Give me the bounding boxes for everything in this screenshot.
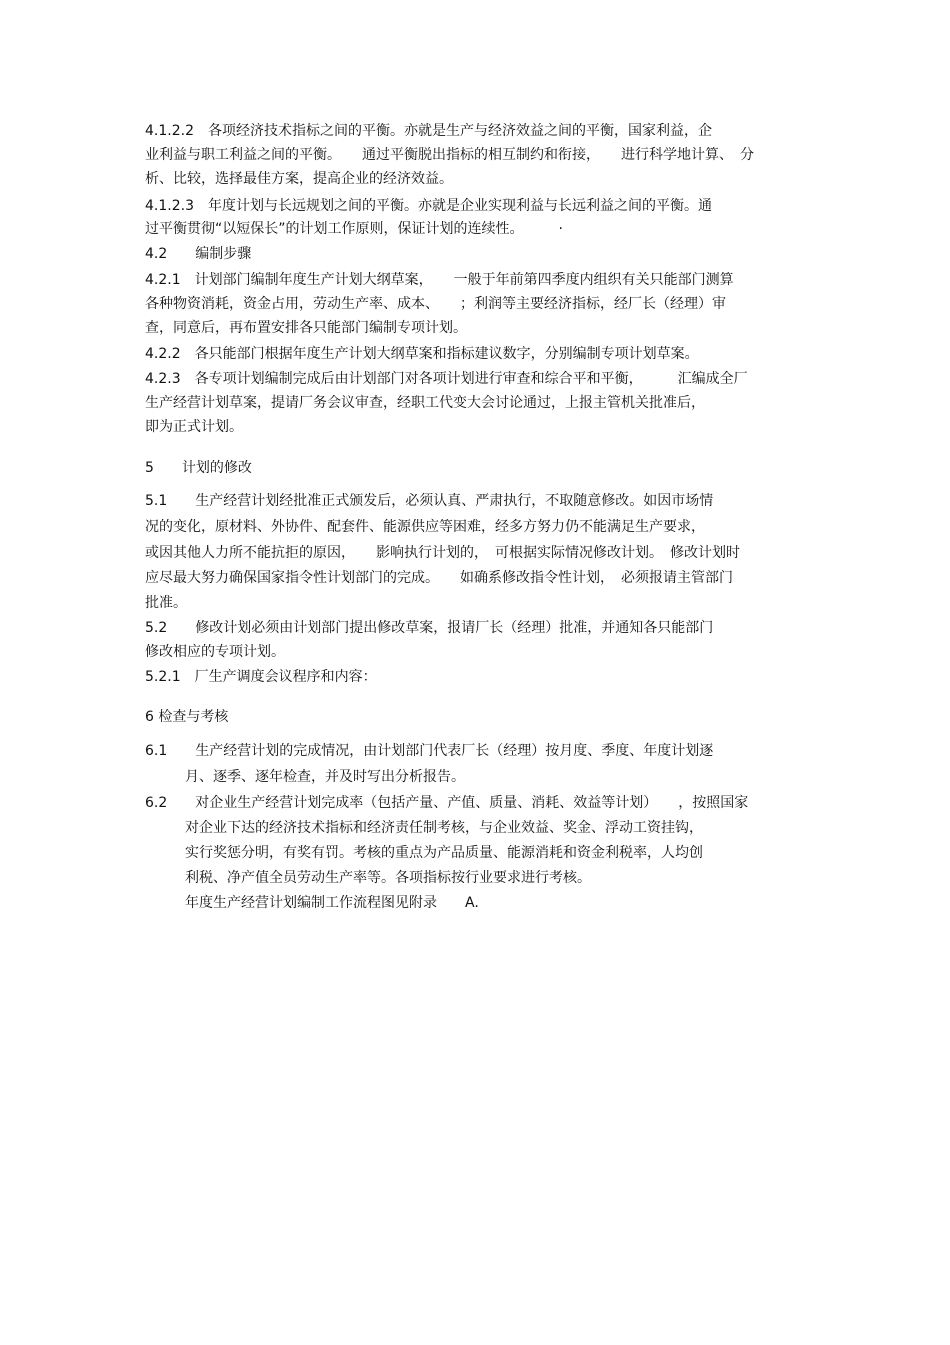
paragraph-4-1-2-2-line-3: 析、比较，选择最佳方案，提高企业的经济效益。 <box>145 171 453 187</box>
paragraph-5-2-line-2: 修改相应的专项计划。 <box>145 644 285 660</box>
paragraph-4-1-2-3-line-2: 过平衡贯彻“以短保长”的计划工作原则，保证计划的连续性。 · <box>145 221 563 237</box>
paragraph-4-1-2-3-line-1: 4.1.2.3 年度计划与长远规划之间的平衡。亦就是企业实现利益与长远利益之间的平衡。通 <box>145 198 712 214</box>
paragraph-6-1-line-1: 6.1 生产经营计划的完成情况，由计划部门代表厂长（经理）按月度、季度、年度计划逐 <box>145 743 714 759</box>
paragraph-4-2-1-line-2: 各种物资消耗，资金占用，劳动生产率、成本、 ；利润等主要经济指标，经厂长（经理）审 <box>145 296 726 312</box>
heading-6: 6 检查与考核 <box>145 709 229 725</box>
paragraph-4-1-2-2-line-2: 业利益与职工利益之间的平衡。 通过平衡脱出指标的相互制约和衔接， 进行科学地计算、 分 <box>145 147 754 163</box>
paragraph-6-2-line-4: 利税、净产值全员劳动生产率等。各项指标按行业要求进行考核。 <box>185 870 591 886</box>
paragraph-5-1-line-4: 应尽最大努力确保国家指令性计划部门的完成。 如确系修改指令性计划， 必须报请主管部门 <box>145 570 733 586</box>
paragraph-4-2-3-line-3: 即为正式计划。 <box>145 419 243 435</box>
paragraph-4-2-1-line-3: 查，同意后，再布置安排各只能部门编制专项计划。 <box>145 320 467 336</box>
paragraph-5-1-line-3: 或因其他人力所不能抗拒的原因， 影响执行计划的， 可根据实际情况修改计划。 修改计划时 <box>145 545 740 561</box>
paragraph-5-1-line-2: 况的变化，原材料、外协件、配套件、能源供应等困难，经多方努力仍不能满足生产要求， <box>145 519 705 535</box>
paragraph-4-2-2: 4.2.2 各只能部门根据年度生产计划大纲草案和指标建议数字，分别编制专项计划草案。 <box>145 346 699 362</box>
heading-4-2: 4.2 编制步骤 <box>145 246 252 262</box>
paragraph-6-1-line-2: 月、逐季、逐年检查，并及时写出分析报告。 <box>185 769 465 785</box>
paragraph-4-1-2-2-line-1: 4.1.2.2 各项经济技术指标之间的平衡。亦就是生产与经济效益之间的平衡，国家利益，企 <box>145 123 712 139</box>
paragraph-5-1-line-1: 5.1 生产经营计划经批准正式颁发后，必须认真、严肃执行，不取随意修改。如因市场情 <box>145 493 714 509</box>
paragraph-5-2-1: 5.2.1 厂生产调度会议程序和内容： <box>145 669 377 685</box>
paragraph-4-2-3-line-1: 4.2.3 各专项计划编制完成后由计划部门对各项计划进行审查和综合平和平衡， 汇编成全厂 <box>145 371 748 387</box>
paragraph-4-2-1-line-1: 4.2.1 计划部门编制年度生产计划大纲草案， 一般于年前第四季度内组织有关只能部门测算 <box>145 272 734 288</box>
appendix-reference: 年度生产经营计划编制工作流程图见附录 A. <box>185 895 479 911</box>
heading-5: 5 计划的修改 <box>145 460 252 476</box>
paragraph-6-2-line-1: 6.2 对企业生产经营计划完成率（包括产量、产值、质量、消耗、效益等计划） ，按照国家 <box>145 795 749 811</box>
paragraph-5-2-line-1: 5.2 修改计划必须由计划部门提出修改草案，报请厂长（经理）批准，并通知各只能部门 <box>145 620 714 636</box>
paragraph-6-2-line-3: 实行奖惩分明，有奖有罚。考核的重点为产品质量、能源消耗和资金利税率，人均创 <box>185 845 703 861</box>
paragraph-5-1-line-5: 批准。 <box>145 595 187 611</box>
paragraph-6-2-line-2: 对企业下达的经济技术指标和经济责任制考核，与企业效益、奖金、浮动工资挂钩， <box>185 820 703 836</box>
paragraph-4-2-3-line-2: 生产经营计划草案，提请厂务会议审查，经职工代变大会讨论通过，上报主管机关批准后， <box>145 395 705 411</box>
